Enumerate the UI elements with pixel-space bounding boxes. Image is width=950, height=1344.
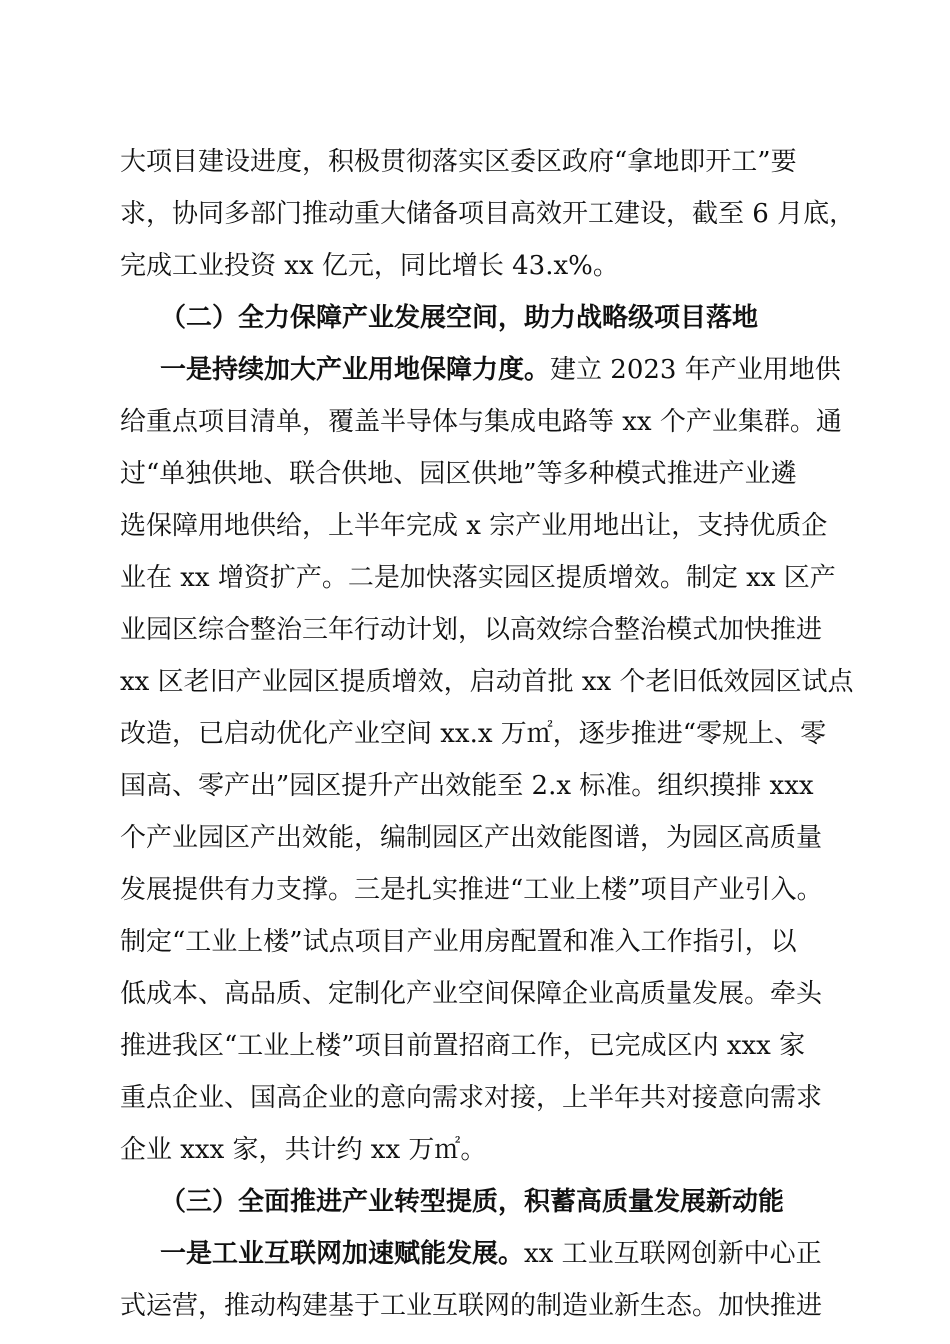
body-line: 改造，已启动优化产业空间 xx.x 万㎡，逐步推进“零规上、零: [120, 719, 827, 749]
section-heading-2: （二）全力保障产业发展空间，助力战略级项目落地: [160, 303, 759, 333]
body-line: 式运营，推动构建基于工业互联网的制造业新生态。加快推进: [120, 1291, 823, 1321]
body-line: 企业 xxx 家，共计约 xx 万㎡。: [120, 1135, 487, 1165]
body-line: 低成本、高品质、定制化产业空间保障企业高质量发展。牵头: [120, 979, 823, 1009]
line-text: xx 工业互联网创新中心正: [524, 1239, 822, 1269]
body-line: 过“单独供地、联合供地、园区供地”等多种模式推进产业遴: [120, 459, 797, 489]
section-heading-3: （三）全面推进产业转型提质，积蓄高质量发展新动能: [160, 1187, 785, 1217]
body-line: xx 区老旧产业园区提质增效，启动首批 xx 个老旧低效园区试点: [120, 667, 854, 697]
line-text: 建立 2023 年产业用地供: [550, 355, 841, 385]
body-line: 发展提供有力支撑。三是扎实推进“工业上楼”项目产业引入。: [120, 875, 823, 905]
body-line: 推进我区“工业上楼”项目前置招商工作，已完成区内 xxx 家: [120, 1031, 806, 1061]
body-line: 业园区综合整治三年行动计划，以高效综合整治模式加快推进: [120, 615, 823, 645]
body-line: 业在 xx 增资扩产。二是加快落实园区提质增效。制定 xx 区产: [120, 563, 836, 593]
body-line: [160, 1237, 822, 1271]
body-line: 重点企业、国高企业的意向需求对接，上半年共对接意向需求: [120, 1083, 823, 1113]
body-line: 选保障用地供给，上半年完成 x 宗产业用地出让，支持优质企: [120, 511, 828, 541]
body-line: 大项目建设进度，积极贯彻落实区委区政府“拿地即开工”要: [120, 147, 797, 177]
body-line: 求，协同多部门推动重大储备项目高效开工建设，截至 6 月底，: [120, 199, 856, 229]
body-line: 国高、零产出”园区提升产出效能至 2.x 标准。组织摸排 xxx: [120, 771, 814, 801]
body-line: [160, 353, 841, 387]
lead-sentence: 一是持续加大产业用地保障力度。: [160, 355, 551, 385]
body-line: 个产业园区产出效能，编制园区产出效能图谱，为园区高质量: [120, 823, 823, 853]
body-line: 给重点项目清单，覆盖半导体与集成电路等 xx 个产业集群。通: [120, 407, 842, 437]
lead-sentence: 一是工业互联网加速赋能发展。: [160, 1239, 525, 1269]
body-line: 制定“工业上楼”试点项目产业用房配置和准入工作指引，以: [120, 927, 797, 957]
body-line: 完成工业投资 xx 亿元，同比增长 43.x%。: [120, 251, 619, 281]
